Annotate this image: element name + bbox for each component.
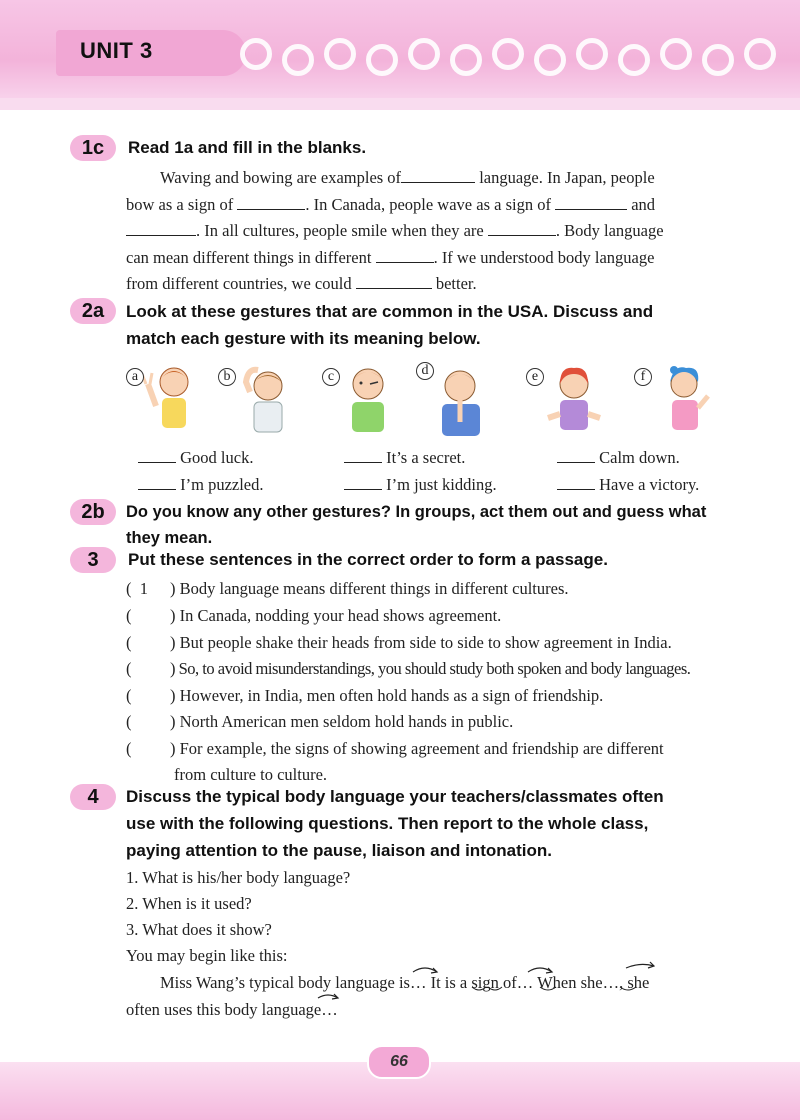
text: language. In Japan, people <box>475 168 655 187</box>
order-answer-slot[interactable]: ( <box>126 606 132 625</box>
sentence-text: ) North American men seldom hold hands in public. <box>170 712 514 731</box>
text: better. <box>431 274 477 293</box>
sentence-text: ) But people shake their heads from side to side to show agreement in India. <box>170 633 672 652</box>
figure-letter: b <box>218 368 236 386</box>
section-2a-heading-line1: Look at these gestures that are common in the USA. Discuss and <box>126 302 654 321</box>
sentence-text: ) In Canada, nodding your head shows agreement. <box>170 606 502 625</box>
section-1c-badge: 1c <box>70 135 116 161</box>
section-4-heading-line2: use with the following questions. Then report to the whole class, <box>126 814 649 833</box>
sentence-text: ) However, in India, men often hold hands as a sign of friendship. <box>170 686 604 705</box>
order-answer-slot[interactable]: ( <box>126 659 132 678</box>
meaning-text: I’m puzzled. <box>180 475 264 494</box>
figure-letter: e <box>526 368 544 386</box>
section-4-heading-line1: Discuss the typical body language your teachers/classmates often <box>126 787 664 806</box>
meaning-text: I’m just kidding. <box>386 475 497 494</box>
section-3-badge: 3 <box>70 547 116 573</box>
order-answer[interactable]: 1 <box>139 579 148 598</box>
section-2b-badge: 2b <box>70 499 116 525</box>
question-1: 1. What is his/her body language? <box>126 868 351 887</box>
question-2: 2. When is it used? <box>126 894 252 913</box>
sentence-text: ) For example, the signs of showing agreement and friendship are different <box>170 739 664 758</box>
section-3-heading: Put these sentences in the correct order to form a passage. <box>128 550 608 569</box>
order-item-7-continuation: from culture to culture. <box>174 765 328 784</box>
example-line-2: often uses this body language… <box>126 1000 338 1019</box>
meaning-text: Have a victory. <box>599 475 700 494</box>
section-2b-heading-line2: they mean. <box>126 529 213 547</box>
figure-letter: c <box>322 368 340 386</box>
text: . Body language <box>555 221 664 240</box>
figure-letter: d <box>416 362 434 380</box>
order-answer-slot[interactable]: ( <box>126 712 132 731</box>
page-number: 66 <box>367 1045 431 1079</box>
figure-letter: a <box>126 368 144 386</box>
question-3: 3. What does it show? <box>126 920 272 939</box>
meaning-text: Good luck. <box>180 448 254 467</box>
text: bow as a sign of <box>126 194 238 214</box>
text: Waving and bowing are examples of <box>160 168 402 187</box>
example-line-1: Miss Wang’s typical body language is… It is a sign of… When she…, she <box>160 973 650 992</box>
section-2a-heading-line2: match each gesture with its meaning below. <box>126 329 481 348</box>
section-4-heading-line3: paying attention to the pause, liaison and intonation. <box>126 841 552 860</box>
text: and <box>627 194 656 214</box>
unit-title: UNIT 3 <box>80 38 153 63</box>
section-2a-badge: 2a <box>70 298 116 324</box>
order-answer-slot[interactable]: ( <box>126 739 132 758</box>
order-item-1: ( 1 ) Body language means different things in different cultures. <box>126 579 569 598</box>
text: . In Canada, people wave as a sign of <box>305 194 556 214</box>
meaning-text: It’s a secret. <box>386 448 466 467</box>
meaning-text: Calm down. <box>599 448 680 467</box>
order-answer-slot[interactable]: ( <box>126 686 132 705</box>
text: can mean different things in different <box>126 247 376 267</box>
section-2b-heading-line1: Do you know any other gestures? In groups, act them out and guess what <box>126 503 707 521</box>
text: . If we understood body language <box>433 247 655 267</box>
example-intro: You may begin like this: <box>126 946 288 965</box>
section-1c-heading: Read 1a and fill in the blanks. <box>128 138 367 157</box>
figure-letter: f <box>634 368 652 386</box>
order-answer-slot[interactable]: ( <box>126 633 132 652</box>
text: from different countries, we could <box>126 274 356 293</box>
text: . In all cultures, people smile when they are <box>196 221 488 240</box>
sentence-text: ) Body language means different things in different cultures. <box>170 579 569 598</box>
sentence-text: ) So, to avoid misunderstandings, you should study both spoken and body languages. <box>170 659 691 678</box>
section-4-badge: 4 <box>70 784 116 810</box>
